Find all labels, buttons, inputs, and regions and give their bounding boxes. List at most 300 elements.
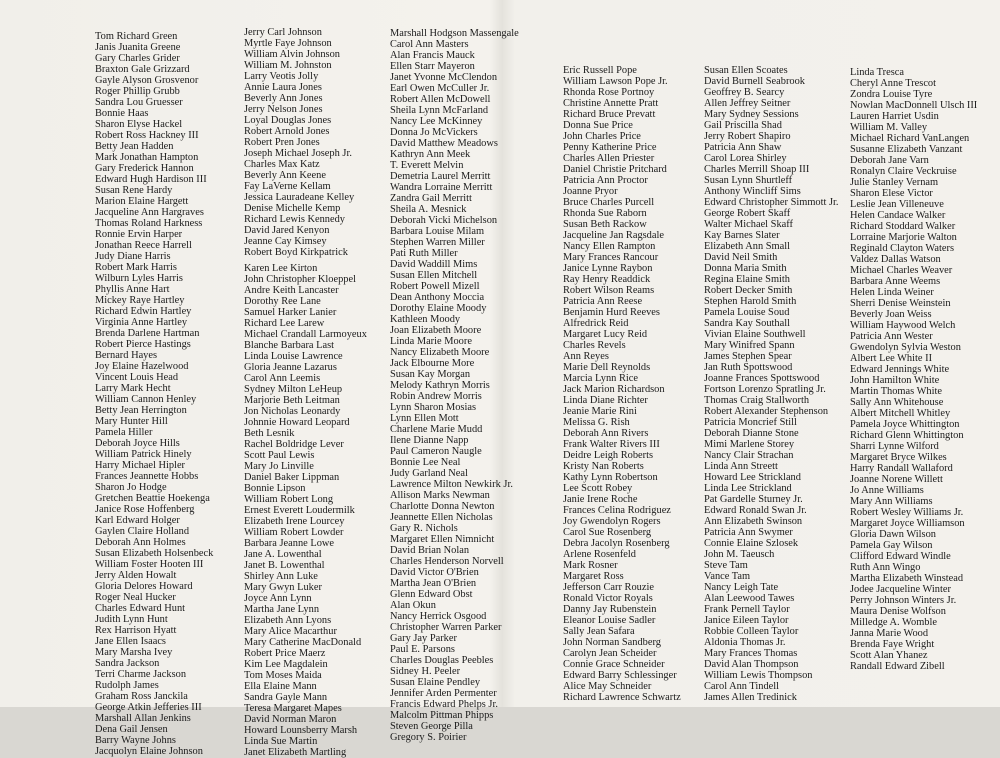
graduate-name: Joanne Norene Willett [850, 474, 943, 485]
graduate-name: Edward Hugh Hardison III [95, 174, 207, 185]
graduate-name: Sheila Lynn McFarland [390, 105, 489, 116]
graduate-name: Jan Ruth Spottswood [704, 362, 793, 373]
graduate-name: Robert Boyd Kirkpatrick [244, 247, 348, 258]
graduate-name: Margaret Lucy Reid [563, 329, 648, 340]
graduate-name: Charlene Marie Mudd [390, 424, 483, 435]
graduate-name: Gloria Jeanne Lazarus [244, 362, 337, 373]
graduate-name: William Patrick Hinely [95, 449, 192, 460]
graduate-name: Barbara Anne Weems [850, 276, 941, 287]
graduate-name: Helen Linda Weiner [850, 287, 934, 298]
graduate-name: Teresa Margaret Mapes [244, 703, 342, 714]
graduate-name: Patricia Moncrief Still [704, 417, 797, 428]
graduate-name: Robert Price Maerz [244, 648, 326, 659]
graduate-name: Jack Marion Richardson [563, 384, 665, 395]
graduate-name: Harry Randall Wallaford [850, 463, 953, 474]
graduate-name: Marjorie Beth Leitman [244, 395, 340, 406]
graduate-name: David Alan Thompson [704, 659, 799, 670]
graduate-name: Mary Frances Rancour [563, 252, 659, 263]
graduate-name: Demetria Laurel Merritt [390, 171, 491, 182]
graduate-name: Betty Jean Herrington [95, 405, 187, 416]
graduate-name: Marshall Hodgson Massengale [390, 28, 519, 39]
graduate-name: Jacquolyn Elaine Johnson [95, 746, 203, 757]
graduate-name: Janet Elizabeth Martling [244, 747, 347, 758]
graduate-name: Dena Gail Jensen [95, 724, 168, 735]
graduate-name: Richard Lawrence Schwartz [563, 692, 681, 703]
graduate-name: John M. Taeusch [704, 549, 775, 560]
graduate-name: Nancy Clair Strachan [704, 450, 794, 461]
graduate-name: Elizabeth Ann Small [704, 241, 790, 252]
graduate-name: William Alvin Johnson [244, 49, 340, 60]
graduate-name: Charles Merrill Shoap III [704, 164, 810, 175]
graduate-name: Aldonia Thomas Jr. [704, 637, 786, 648]
graduate-name: Janna Marie Wood [850, 628, 929, 639]
graduate-name: Arlene Rosenfeld [563, 549, 636, 560]
graduate-name: Deborah Ann Holmes [95, 537, 186, 548]
graduate-name: Connie Grace Schneider [563, 659, 665, 670]
graduate-name: Linda Tresca [850, 67, 904, 78]
graduate-name: Jerry Nelson Jones [244, 104, 323, 115]
graduate-name: Robert Powell Mizell [390, 281, 480, 292]
graduate-name: Joy Gwendolyn Rogers [563, 516, 661, 527]
graduate-name: Edward Barry Schlessinger [563, 670, 677, 681]
graduate-name: Charles Henderson Norvell [390, 556, 504, 567]
graduate-name: Kathleen Moody [390, 314, 461, 325]
graduate-name: Maura Denise Wolfson [850, 606, 946, 617]
graduate-name: Sharri Lynne Wilford [850, 441, 939, 452]
graduate-name: Jennifer Arden Permenter [390, 688, 497, 699]
graduate-name: Alice May Schneider [563, 681, 652, 692]
graduate-name: Danny Jay Rubenstein [563, 604, 657, 615]
graduate-name: Gloria Delores Howard [95, 581, 193, 592]
graduate-name: Stephen Warren Miller [390, 237, 485, 248]
graduate-name: Allen Jeffrey Seitner [704, 98, 791, 109]
graduate-name: Robert Wilson Reams [563, 285, 655, 296]
graduate-name: William Haywood Welch [850, 320, 956, 331]
graduate-name: Susan Elaine Pendley [390, 677, 481, 688]
graduate-name: Judy Garland Neal [390, 468, 468, 479]
graduate-name: Mary Marsha Ivey [95, 647, 173, 658]
graduate-name: Scott Alan Yhanez [850, 650, 928, 661]
graduate-name: Alfredrick Reid [563, 318, 629, 329]
graduate-name: Joanne Pryor [563, 186, 618, 197]
graduate-name: Richard Edwin Hartley [95, 306, 192, 317]
graduate-name: Janis Juanita Greene [95, 42, 181, 53]
graduate-name: Kathy Lynn Robertson [563, 472, 658, 483]
graduate-name: Pati Ruth Miller [390, 248, 458, 259]
graduate-name: Ronnie Ervin Harper [95, 229, 183, 240]
graduate-name: Charles Max Katz [244, 159, 320, 170]
graduate-name: Malcolm Pittman Phipps [390, 710, 494, 721]
graduate-name: Mary Hunter Hill [95, 416, 168, 427]
graduate-name: Lorraine Marjorie Walton [850, 232, 957, 243]
graduate-name: David Waddill Mims [390, 259, 478, 270]
graduate-name: Walter Michael Skaff [704, 219, 793, 230]
graduate-name: Robert Pren Jones [244, 137, 320, 148]
graduate-name: Beverly Joan Weiss [850, 309, 932, 320]
graduate-name: Susan Ellen Mitchell [390, 270, 478, 281]
graduate-name: Sharon Elese Victor [850, 188, 933, 199]
graduate-name: Steven George Pilla [390, 721, 473, 732]
graduate-name: Melody Kathryn Morris [390, 380, 490, 391]
graduate-name: Janice Eileen Taylor [704, 615, 789, 626]
graduate-name: Karen Lee Kirton [244, 263, 318, 274]
graduate-name: James Allen Tredinick [704, 692, 797, 703]
graduate-name: Jerry Alden Howalt [95, 570, 177, 581]
graduate-name: John Charles Price [563, 131, 641, 142]
graduate-name: Robbie Colleen Taylor [704, 626, 799, 637]
graduate-name: Pat Gardelle Sturney Jr. [704, 494, 803, 505]
graduate-name: Mark Jonathan Hampton [95, 152, 199, 163]
name-column-1 [95, 31, 213, 757]
graduate-name: Alan Okun [390, 600, 436, 611]
graduate-name: Jerry Carl Johnson [244, 27, 322, 38]
graduate-name: Pamela Gay Wilson [850, 540, 933, 551]
graduate-name: Robert Ross Hackney III [95, 130, 199, 141]
graduate-name: Joy Elaine Hazelwood [95, 361, 189, 372]
graduate-name: Geoffrey B. Searcy [704, 87, 785, 98]
graduate-name: Charles Allen Priester [563, 153, 655, 164]
graduate-name: David Victor O'Brien [390, 567, 479, 578]
graduate-name: Rhonda Sue Raborn [563, 208, 647, 219]
graduate-name: James Stephen Spear [704, 351, 792, 362]
graduate-name: Bonnie Haas [95, 108, 149, 119]
graduate-name: Tom Moses Maida [244, 670, 322, 681]
graduate-name: Charlotte Donna Newton [390, 501, 495, 512]
graduate-name: Ilene Dianne Napp [390, 435, 469, 446]
graduate-name: Paul E. Parsons [390, 644, 455, 655]
graduate-name: Rex Harrison Hyatt [95, 625, 177, 636]
graduate-name: Christine Annette Pratt [563, 98, 659, 109]
graduate-name: William Foster Hooten III [95, 559, 204, 570]
graduate-name: George Atkin Jefferies III [95, 702, 202, 713]
graduate-name: Larry Veotis Jolly [244, 71, 319, 82]
graduate-name: Brenda Faye Wright [850, 639, 935, 650]
graduate-name: Deborah Ann Rivers [563, 428, 649, 439]
graduate-name: Vance Tam [704, 571, 751, 582]
graduate-name: Connie Elaine Szlosek [704, 538, 799, 549]
graduate-name: Ellen Starr Mayeron [390, 61, 475, 72]
graduate-name: Pamela Louise Soud [704, 307, 790, 318]
graduate-name: Glenn Edward Obst [390, 589, 473, 600]
graduate-name: Larry Mark Hecht [95, 383, 171, 394]
graduate-name: Rudolph James [95, 680, 159, 691]
graduate-name: Susan Lynn Shurtleff [704, 175, 793, 186]
name-column-2 [244, 27, 367, 758]
graduate-name: Allison Marks Newman [390, 490, 490, 501]
graduate-name: Gary R. Nichols [390, 523, 458, 534]
graduate-name: Vincent Louis Head [95, 372, 179, 383]
graduate-name: Sandra Jackson [95, 658, 160, 669]
graduate-name: Nancy Herrick Osgood [390, 611, 487, 622]
graduate-name: Harry Michael Hipler [95, 460, 186, 471]
graduate-name: Roger Phillip Grubb [95, 86, 180, 97]
graduate-name: Beverly Ann Keene [244, 170, 326, 181]
graduate-name: Lynn Ellen Mott [390, 413, 459, 424]
graduate-name: Albert Lee White II [850, 353, 933, 364]
graduate-name: Mary Jo Linville [244, 461, 314, 472]
graduate-name: Tom Richard Green [95, 31, 178, 42]
graduate-name: Ronalyn Claire Veckruise [850, 166, 957, 177]
graduate-name: David Neil Smith [704, 252, 778, 263]
graduate-name: Betty Jean Hadden [95, 141, 174, 152]
name-column-6 [850, 67, 977, 672]
graduate-name: Steve Tam [704, 560, 748, 571]
graduate-name: Mary Gwyn Luker [244, 582, 322, 593]
graduate-name: Bonnie Lipson [244, 483, 306, 494]
graduate-name: Susan Kay Morgan [390, 369, 471, 380]
graduate-name: Lawrence Milton Newkirk Jr. [390, 479, 513, 490]
graduate-name: Nancy Ellen Rampton [563, 241, 656, 252]
graduate-name: Richard Bruce Prevatt [563, 109, 656, 120]
graduate-name: Patricia Ann Wester [850, 331, 933, 342]
graduate-name: Deborah Joyce Hills [95, 438, 180, 449]
graduate-name: Deborah Vicki Michelson [390, 215, 498, 226]
graduate-name: Jerry Robert Shapiro [704, 131, 791, 142]
graduate-name: Carol Ann Tindell [704, 681, 780, 692]
graduate-name: Linda Ann Streett [704, 461, 778, 472]
graduate-name: William Lawson Pope Jr. [563, 76, 668, 87]
graduate-name: Dean Anthony Moccia [390, 292, 485, 303]
graduate-name: Zondra Louise Tyre [850, 89, 933, 100]
graduate-name: Gloria Dawn Wilson [850, 529, 936, 540]
graduate-name: Richard Lee Larew [244, 318, 325, 329]
graduate-name: Patricia Ann Proctor [563, 175, 648, 186]
graduate-name: Eleanor Louise Sadler [563, 615, 656, 626]
graduate-name: David Matthew Meadows [390, 138, 498, 149]
graduate-name: John Norman Sandberg [563, 637, 661, 648]
graduate-name: Earl Owen McCuller Jr. [390, 83, 490, 94]
graduate-name: Charles Edward Hunt [95, 603, 186, 614]
graduate-name: Shirley Ann Luke [244, 571, 318, 582]
graduate-name: Frances Jeannette Hobbs [95, 471, 199, 482]
graduate-name: Bruce Charles Purcell [563, 197, 655, 208]
graduate-name: Fortson Lorenzo Spratling Jr. [704, 384, 826, 395]
graduate-name: Christopher Warren Parker [390, 622, 502, 633]
graduate-name: Anthony Wincliff Sims [704, 186, 801, 197]
graduate-name: Leslie Jean Villeneuve [850, 199, 944, 210]
graduate-name: Robert Decker Smith [704, 285, 793, 296]
graduate-name: Margaret Bryce Wilkes [850, 452, 947, 463]
graduate-name: Randall Edward Zibell [850, 661, 945, 672]
graduate-name: Kay Barnes Slater [704, 230, 780, 241]
graduate-name: Linda Louise Lawrence [244, 351, 343, 362]
graduate-name: Reginald Clayton Waters [850, 243, 955, 254]
graduate-name: Jessica Lauradeane Kelley [244, 192, 355, 203]
graduate-name: Carol Lorea Shirley [704, 153, 787, 164]
graduate-name: Debra Jacolyn Rosenberg [563, 538, 670, 549]
graduate-name: Alan Francis Mauck [390, 50, 475, 61]
graduate-name: Wandra Lorraine Merritt [390, 182, 493, 193]
graduate-name: Michael Charles Weaver [850, 265, 953, 276]
graduate-name: Patricia Ann Reese [563, 296, 643, 307]
graduate-name: Paul Cameron Naugle [390, 446, 482, 457]
graduate-name: Frank Pernell Taylor [704, 604, 790, 615]
graduate-name: Susan Elizabeth Holsenbeck [95, 548, 214, 559]
graduate-name: Barry Wayne Johns [95, 735, 176, 746]
graduate-name: Braxton Gale Grizzard [95, 64, 190, 75]
graduate-name: Michael Crandall Larmoyeux [244, 329, 367, 340]
graduate-name: Graham Ross Janckila [95, 691, 188, 702]
graduate-name: Daniel Christie Pritchard [563, 164, 667, 175]
graduate-name: John Christopher Kloeppel [244, 274, 356, 285]
graduate-name: Edward Jennings White [850, 364, 950, 375]
graduate-name: Martha Elizabeth Winstead [850, 573, 964, 584]
graduate-name: Helen Candace Walker [850, 210, 946, 221]
graduate-name: Sidney H. Peeler [390, 666, 461, 677]
graduate-name: Barbara Louise Milam [390, 226, 485, 237]
graduate-name: Kathryn Ann Meek [390, 149, 471, 160]
graduate-name: Rachel Boldridge Lever [244, 439, 344, 450]
graduate-name: David Brian Nolan [390, 545, 470, 556]
graduate-name: Julie Stanley Vernam [850, 177, 939, 188]
graduate-name: Susanne Elizabeth Vanzant [850, 144, 963, 155]
graduate-name: Linda Diane Richter [563, 395, 648, 406]
graduate-name: Gary Frederick Hannon [95, 163, 194, 174]
graduate-name: Robert Pierce Hastings [95, 339, 191, 350]
graduate-name: Kim Lee Magdalein [244, 659, 328, 670]
graduate-name: Ella Elaine Mann [244, 681, 317, 692]
graduate-name: Judith Lynn Hunt [95, 614, 168, 625]
graduate-name: Milledge A. Womble [850, 617, 937, 628]
graduate-name: Sally Jean Safara [563, 626, 635, 637]
graduate-name: Terri Charme Jackson [95, 669, 187, 680]
graduate-name: Donna Maria Smith [704, 263, 787, 274]
graduate-name: Sandra Lou Gruesser [95, 97, 183, 108]
graduate-name: Charles Revels [563, 340, 626, 351]
graduate-name: T. Everett Melvin [390, 160, 464, 171]
graduate-name: Sandra Kay Southall [704, 318, 790, 329]
graduate-name: Sydney Milton LeHeup [244, 384, 343, 395]
graduate-name: Lee Scott Robey [563, 483, 633, 494]
graduate-name: Joyce Ann Lynn [244, 593, 312, 604]
graduate-name: Howard Lounsberry Marsh [244, 725, 358, 736]
graduate-name: Sheila A. Mesnick [390, 204, 467, 215]
graduate-name: Robert Wesley Williams Jr. [850, 507, 964, 518]
graduate-name: Penny Katherine Price [563, 142, 657, 153]
graduate-name: Edward Ronald Swan Jr. [704, 505, 807, 516]
graduate-name: Joan Elizabeth Moore [390, 325, 482, 336]
graduate-name: Janie Irene Roche [563, 494, 638, 505]
graduate-name: Mary Winifred Spann [704, 340, 795, 351]
graduate-name: Ronald Victor Royals [563, 593, 653, 604]
graduate-name: Bonnie Lee Neal [390, 457, 461, 468]
graduate-name: Sharon Jo Hodge [95, 482, 167, 493]
graduate-name: Dorothy Elaine Moody [390, 303, 487, 314]
graduate-name: Jon Nicholas Leonardy [244, 406, 341, 417]
graduate-name: Robert Alexander Stephenson [704, 406, 829, 417]
graduate-name: Nancy Elizabeth Moore [390, 347, 490, 358]
graduate-name: Ruth Ann Wingo [850, 562, 921, 573]
graduate-name: William Lewis Thompson [704, 670, 813, 681]
graduate-name: Jefferson Carr Rouzie [563, 582, 654, 593]
graduate-name: David Jared Kenyon [244, 225, 330, 236]
graduate-name: Eric Russell Pope [563, 65, 637, 76]
graduate-name: Susan Beth Rackow [563, 219, 647, 230]
graduate-name: Carol Sue Rosenberg [563, 527, 652, 538]
graduate-name: Donna Jo McVickers [390, 127, 478, 138]
graduate-name: Bernard Hayes [95, 350, 158, 361]
graduate-name: Jack Elbourne More [390, 358, 475, 369]
graduate-name: William M. Johnston [244, 60, 332, 71]
graduate-name: Jeanne Cay Kimsey [244, 236, 327, 247]
graduate-name: Carolyn Jean Scheider [563, 648, 657, 659]
graduate-name: Scott Paul Lewis [244, 450, 315, 461]
graduate-name: Sharon Elyse Hackel [95, 119, 183, 130]
graduate-name: Janet B. Lowenthal [244, 560, 325, 571]
graduate-name: William Robert Lowder [244, 527, 344, 538]
graduate-name: Marie Dell Reynolds [563, 362, 651, 373]
graduate-name: Beverly Ann Jones [244, 93, 323, 104]
graduate-name: Michael Richard VanLangen [850, 133, 970, 144]
graduate-name: Cheryl Anne Trescot [850, 78, 937, 89]
graduate-name: Jeanie Marie Rini [563, 406, 637, 417]
graduate-name: Margaret Ross [563, 571, 624, 582]
graduate-name: Janice Lynne Raybon [563, 263, 653, 274]
graduate-name: Brenda Darlene Hartman [95, 328, 200, 339]
graduate-name: Gayle Alyson Grosvenor [95, 75, 199, 86]
graduate-name: Martin Thomas White [850, 386, 942, 397]
graduate-name: Charles Douglas Peebles [390, 655, 494, 666]
graduate-name: Marshall Allan Jenkins [95, 713, 191, 724]
graduate-name: Jacqueline Jan Ragsdale [563, 230, 664, 241]
graduate-name: Nancy Lee McKinney [390, 116, 483, 127]
graduate-name: Thomas Roland Harkness [95, 218, 203, 229]
graduate-name: Elizabeth Irene Lourcey [244, 516, 345, 527]
graduate-name: Pamela Joyce Whittington [850, 419, 960, 430]
graduate-name: Mickey Raye Hartley [95, 295, 185, 306]
graduate-name: Jonathan Reece Harrell [95, 240, 192, 251]
graduate-name: David Norman Maron [244, 714, 337, 725]
graduate-name: Susan Ellen Scoates [704, 65, 788, 76]
graduate-name: Robin Andrew Morris [390, 391, 482, 402]
graduate-name: Virginia Anne Hartley [95, 317, 188, 328]
graduate-name: Albert Mitchell Whitley [850, 408, 951, 419]
graduate-name: Sally Ann Whitehouse [850, 397, 944, 408]
graduate-name: Robert Arnold Jones [244, 126, 330, 137]
graduate-name: Mary Frances Thomas [704, 648, 798, 659]
graduate-name: Susan Rene Hardy [95, 185, 173, 196]
graduate-name: Alan Leewood Tawes [704, 593, 795, 604]
graduate-name: Gail Priscilla Shad [704, 120, 782, 131]
graduate-name: Mark Rosner [563, 560, 618, 571]
graduate-name: Richard Lewis Kennedy [244, 214, 345, 225]
graduate-name: Blanche Barbara Last [244, 340, 335, 351]
graduate-name: Phyllis Anne Hart [95, 284, 170, 295]
graduate-name: Marcia Lynn Rice [563, 373, 639, 384]
graduate-name: Martha Jean O'Brien [390, 578, 477, 589]
graduate-name: Karl Edward Holger [95, 515, 180, 526]
graduate-name: Jodee Jacqueline Winter [850, 584, 951, 595]
graduate-name: Beth Lesnik [244, 428, 295, 439]
right-page [500, 0, 1000, 707]
graduate-name: Patricia Ann Shaw [704, 142, 782, 153]
graduate-name: Mary Sydney Sessions [704, 109, 799, 120]
graduate-name: Valdez Dallas Watson [850, 254, 941, 265]
graduate-name: Patricia Ann Swymer [704, 527, 793, 538]
graduate-name: Melissa G. Rish [563, 417, 630, 428]
graduate-name: Linda Lee Strickland [704, 483, 792, 494]
graduate-name: Johnnie Howard Leopard [244, 417, 350, 428]
graduate-name: Nancy Leigh Tate [704, 582, 779, 593]
graduate-name: William Robert Long [244, 494, 334, 505]
graduate-name: Margaret Ellen Nimnicht [390, 534, 495, 545]
graduate-name: Fay LaVerne Kellam [244, 181, 331, 192]
graduate-name: John Hamilton White [850, 375, 940, 386]
graduate-name: Kristy Nan Roberts [563, 461, 644, 472]
graduate-name: Jane A. Lowenthal [244, 549, 322, 560]
graduate-name: Ann Elizabeth Swinson [704, 516, 803, 527]
graduate-name: Pamela Hiller [95, 427, 153, 438]
